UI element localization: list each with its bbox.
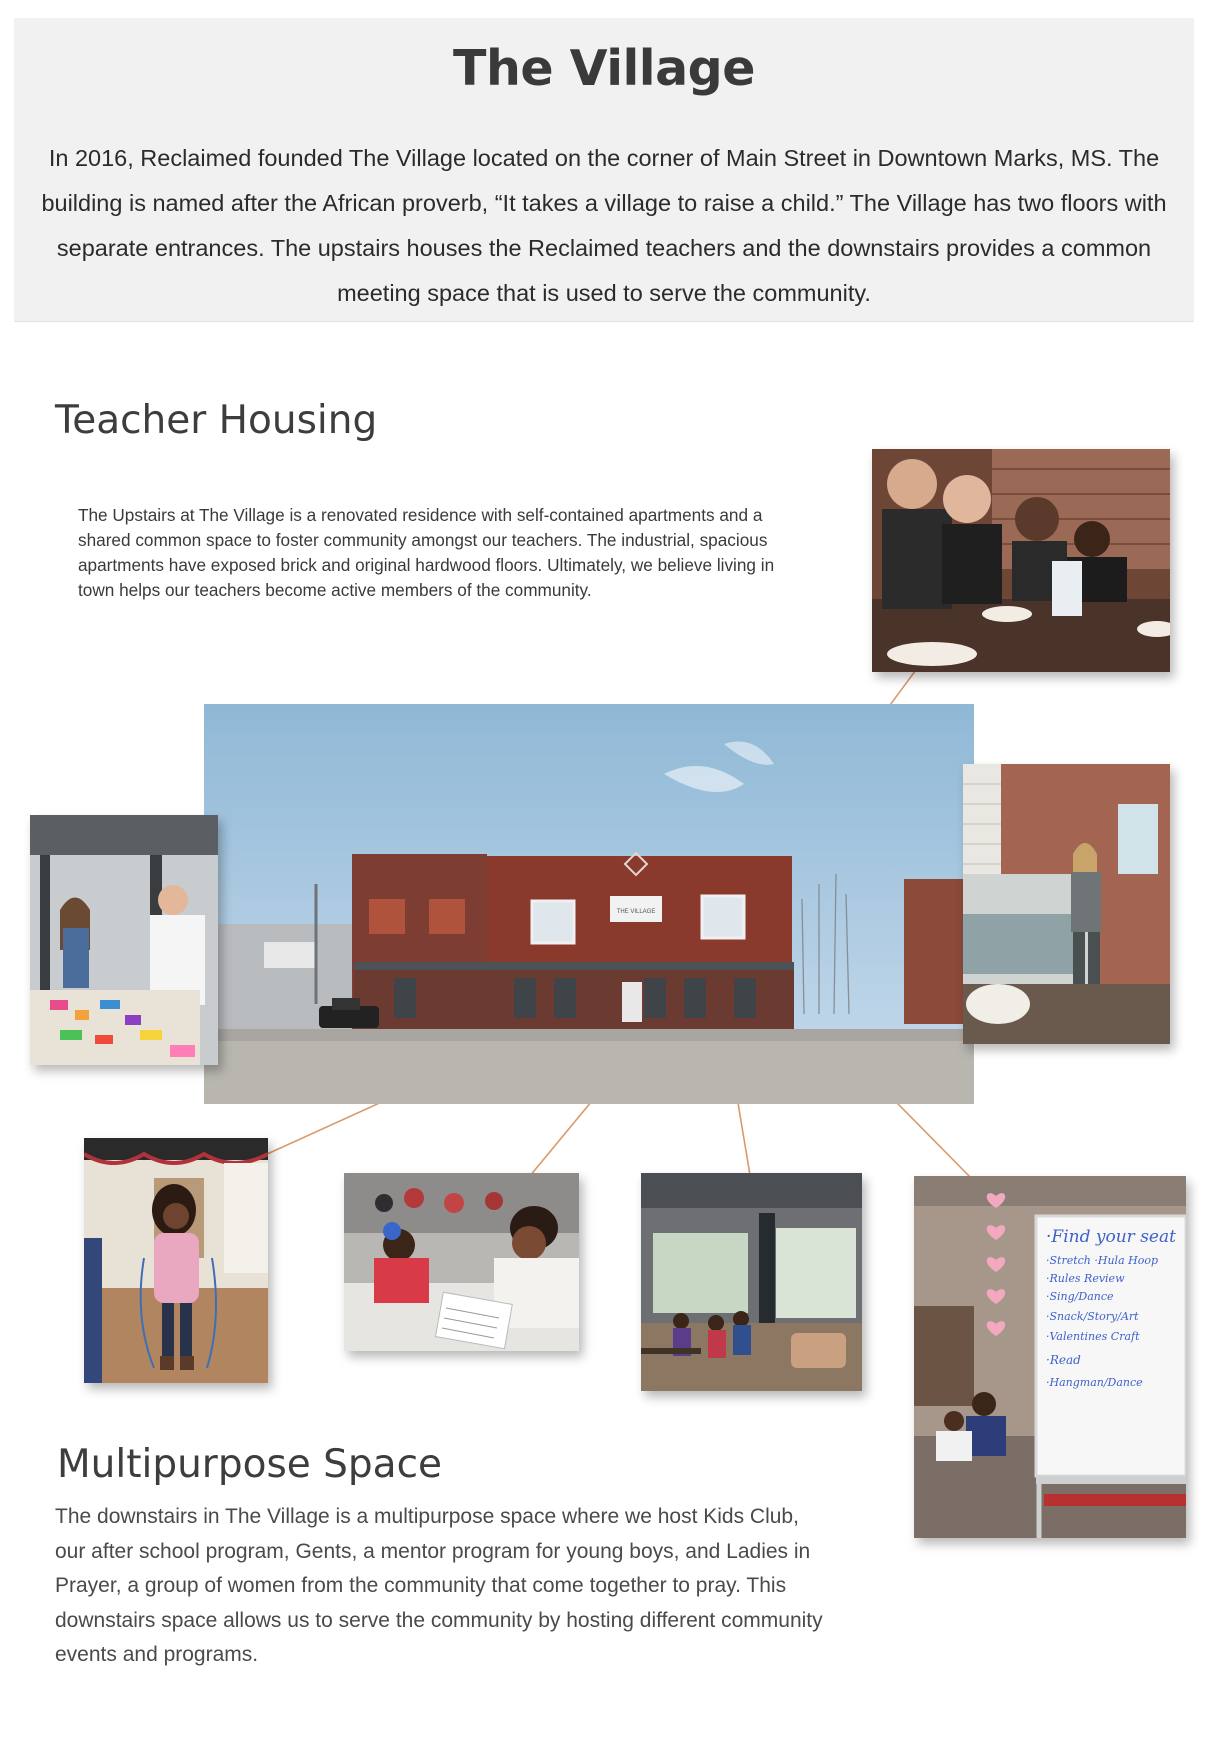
- whiteboard-line-5: ·Snack/Story/Art: [1046, 1310, 1139, 1323]
- teacher-housing-heading: Teacher Housing: [55, 398, 378, 443]
- volunteers-candy-photo: [30, 815, 218, 1065]
- tutoring-photo: [344, 1173, 579, 1351]
- whiteboard-line-4: ·Sing/Dance: [1046, 1290, 1114, 1303]
- whiteboard-line-3: ·Rules Review: [1046, 1272, 1125, 1285]
- whiteboard-line-7: ·Read: [1046, 1353, 1081, 1367]
- teacher-housing-paragraph: The Upstairs at The Village is a renovated residence with self-contained apartments and a shared common space to foster community amongst our teachers. The industrial, spacious apartments have exposed brick and original hardwood floors. Ultimately, we believe living in town helps our teachers become active members of the community.: [78, 505, 775, 600]
- whiteboard-line-8: ·Hangman/Dance: [1046, 1376, 1143, 1389]
- kids-club-whiteboard-photo: [914, 1176, 1186, 1538]
- multipurpose-heading: Multipurpose Space: [57, 1442, 443, 1487]
- teacher-apartment-photo: [963, 764, 1170, 1044]
- intro-paragraph: In 2016, Reclaimed founded The Village located on the corner of Main Street in Downtown Marks, MS. The building is named after the African proverb, “It takes a village to raise a child.” The Village has two floors with separate entrances. The upstairs houses the Reclaimed teachers and the downstairs provides a common meeting space that is used to serve the community.: [41, 145, 1167, 306]
- whiteboard-line-1: ·Find your seat: [1046, 1227, 1176, 1247]
- whiteboard-line-2: ·Stretch ·Hula Hoop: [1046, 1254, 1159, 1267]
- community-room-photo: [641, 1173, 862, 1391]
- whiteboard-line-6: ·Valentines Craft: [1046, 1330, 1140, 1343]
- teachers-dinner-photo: [872, 449, 1170, 672]
- building-sign-text: THE VILLAGE: [616, 909, 656, 915]
- intro-section: [14, 18, 1194, 322]
- village-building-photo: [204, 704, 974, 1104]
- page-title: The Village: [453, 40, 755, 97]
- multipurpose-paragraph: The downstairs in The Village is a multipurpose space where we host Kids Club, our after school program, Gents, a mentor program for young boys, and Ladies in Prayer, a group of women from the community that come together to pray. This downstairs space allows us to serve the community by hosting different community events and programs.: [55, 1505, 823, 1666]
- girl-jump-rope-photo: [84, 1138, 268, 1383]
